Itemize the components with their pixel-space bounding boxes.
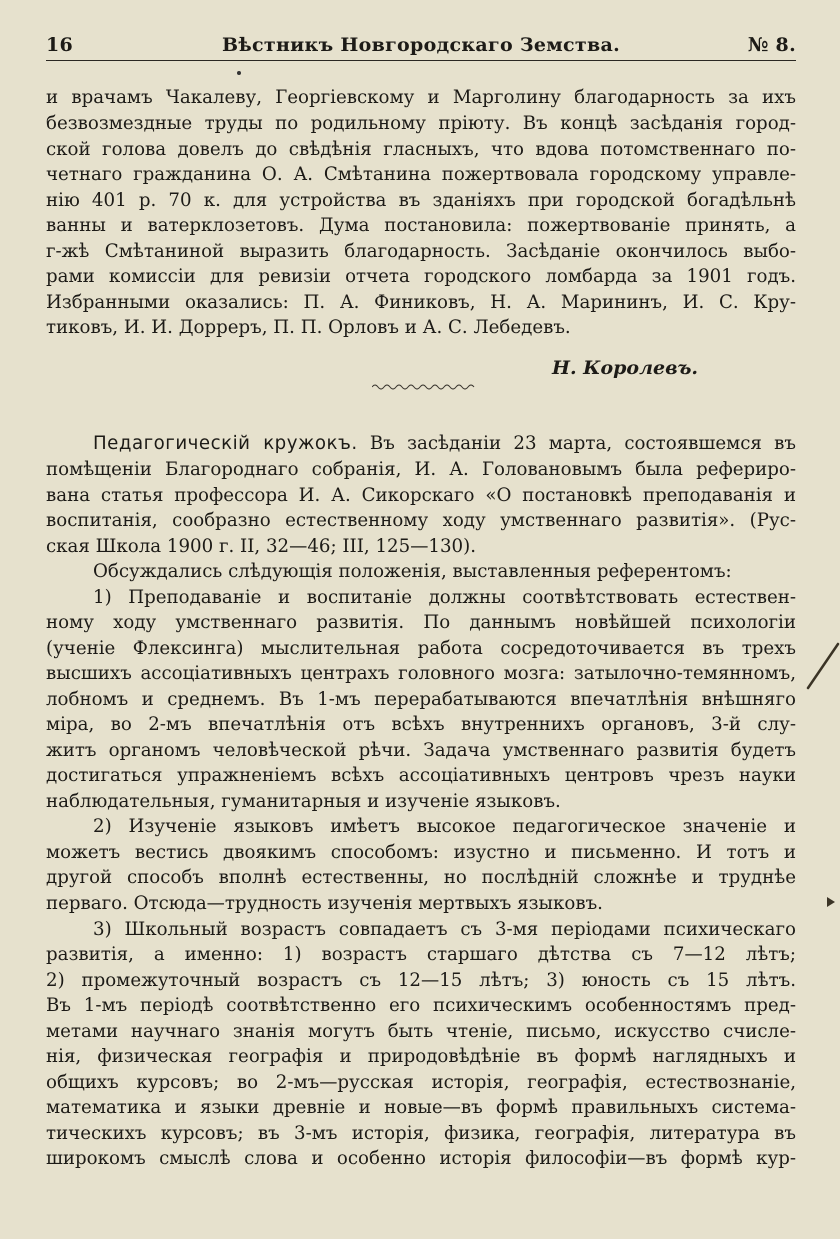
text-line: міра, во 2-мъ впечатлѣнія отъ всѣхъ внутреннихъ органовъ, 3-й слу- (46, 714, 796, 735)
text-line: можетъ вестись двоякимъ способомъ: изустно и письменно. И тотъ и (46, 842, 796, 863)
text-line: нія, физическая географія и природовѣдѣніе въ формѣ наглядныхъ и (46, 1046, 796, 1067)
text-line: широкомъ смыслѣ слова и особенно исторія философіи—въ формѣ кур- (46, 1148, 796, 1169)
text-line: лобномъ и среднемъ. Въ 1-мъ перерабатываются впечатлѣнія внѣшняго (46, 689, 796, 710)
heading-continuation: Въ засѣданіи 23 марта, состоявшемся въ (369, 433, 796, 454)
text-line (93, 432, 796, 455)
running-header (46, 30, 796, 61)
text-line: развитія, а именно: 1) возрастъ старшаго дѣтства съ 7—12 лѣтъ; (46, 944, 796, 965)
text-line: 2) Изученіе языковъ имѣетъ высокое педагогическое значеніе и (93, 816, 796, 837)
ink-speck (237, 71, 241, 75)
text-line: житъ органомъ человѣческой рѣчи. Задача умственнаго развитія будетъ (46, 740, 796, 761)
text-line: общихъ курсовъ; во 2-мъ—русская исторія, географія, естествознаніе, (46, 1072, 796, 1093)
author-signature: Н. Королевъ. (552, 357, 698, 379)
text-line: математика и языки древніе и новые—въ формѣ правильныхъ система- (46, 1097, 796, 1118)
text-line: вана статья профессора И. А. Сикорскаго «О постановкѣ преподаванія и (46, 485, 796, 506)
text-line: помѣщеніи Благороднаго собранія, И. А. Головановымъ была рефериро- (46, 459, 796, 480)
text-line: рами комиссіи для ревизіи отчета городского ломбарда за 1901 годъ. (46, 266, 796, 287)
text-line: 3) Школьный возрастъ совпадаетъ съ 3-мя періодами психическаго (93, 919, 796, 940)
wavy-divider (372, 383, 476, 391)
text-line: нію 401 р. 70 к. для устройства въ зданіяхъ при городской богадѣльнѣ (46, 190, 796, 211)
text-line: Избранными оказались: П. А. Финиковъ, Н. А. Марининъ, И. С. Кру- (46, 292, 796, 313)
text-line: и врачамъ Чакалеву, Георгіевскому и Марголину благодарность за ихъ (46, 87, 796, 108)
text-line: ской голова довелъ до свѣдѣнія гласныхъ, что вдова потомственнаго по- (46, 139, 796, 160)
text-line: 2) промежуточный возрастъ съ 12—15 лѣтъ; 3) юность съ 15 лѣтъ. (46, 970, 796, 991)
text-line: ская Школа 1900 г. II, 32—46; III, 125—130). (46, 536, 476, 557)
text-line: воспитанія, сообразно естественному ходу умственнаго развитія». (Рус- (46, 510, 796, 531)
text-line: тиковъ, И. И. Дорреръ, П. П. Орловъ и А. С. Лебедевъ. (46, 317, 571, 338)
text-line: наблюдательныя, гуманитарныя и изученіе языковъ. (46, 791, 561, 812)
text-line: высшихъ ассоціативныхъ центрахъ головного мозга: затылочно-темянномъ, (46, 663, 796, 684)
text-line: перваго. Отсюда—трудность изученія мертвыхъ языковъ. (46, 893, 603, 914)
text-line: ванны и ватерклозетовъ. Дума постановила: пожертвованіе принять, а (46, 215, 796, 236)
section-heading: Педагогическій кружокъ. (93, 433, 358, 454)
text-line: другой способъ вполнѣ естественны, но послѣдній сложнѣе и труднѣе (46, 867, 796, 888)
text-line: (ученіе Флексинга) мыслительная работа сосредоточивается въ трехъ (46, 638, 796, 659)
text-line: ному ходу умственнаго развитія. По даннымъ новѣйшей психологіи (46, 612, 796, 633)
journal-title: Вѣстникъ Новгородскаго Земства. (221, 34, 621, 56)
text-line: Въ 1-мъ періодѣ соотвѣтственно его психическимъ особенностямъ пред- (46, 995, 796, 1016)
text-line: достигаться упражненіемъ всѣхъ ассоціативныхъ центровъ чрезъ науки (46, 765, 796, 786)
text-line: Обсуждались слѣдующія положенія, выставленныя референтомъ: (93, 561, 732, 582)
text-line: метами научнаго знанія могутъ быть чтеніе, письмо, искусство счисле- (46, 1021, 796, 1042)
issue-number: № 8. (747, 34, 796, 56)
text-line: г-жѣ Смѣтаниной выразить благодарность. Засѣданіе окончилось выбо- (46, 241, 796, 262)
margin-mark (826, 896, 836, 908)
pencil-mark (806, 640, 840, 690)
text-line: четнаго гражданина О. А. Смѣтанина пожертвовала городскому управле- (46, 164, 796, 185)
text-line: безвозмездные труды по родильному пріюту. Въ концѣ засѣданія город- (46, 113, 796, 134)
text-line: тическихъ курсовъ; въ 3-мъ исторія, физика, географія, литература въ (46, 1123, 796, 1144)
page-number: 16 (46, 34, 74, 56)
text-line: 1) Преподаваніе и воспитаніе должны соотвѣтствовать естествен- (93, 587, 796, 608)
